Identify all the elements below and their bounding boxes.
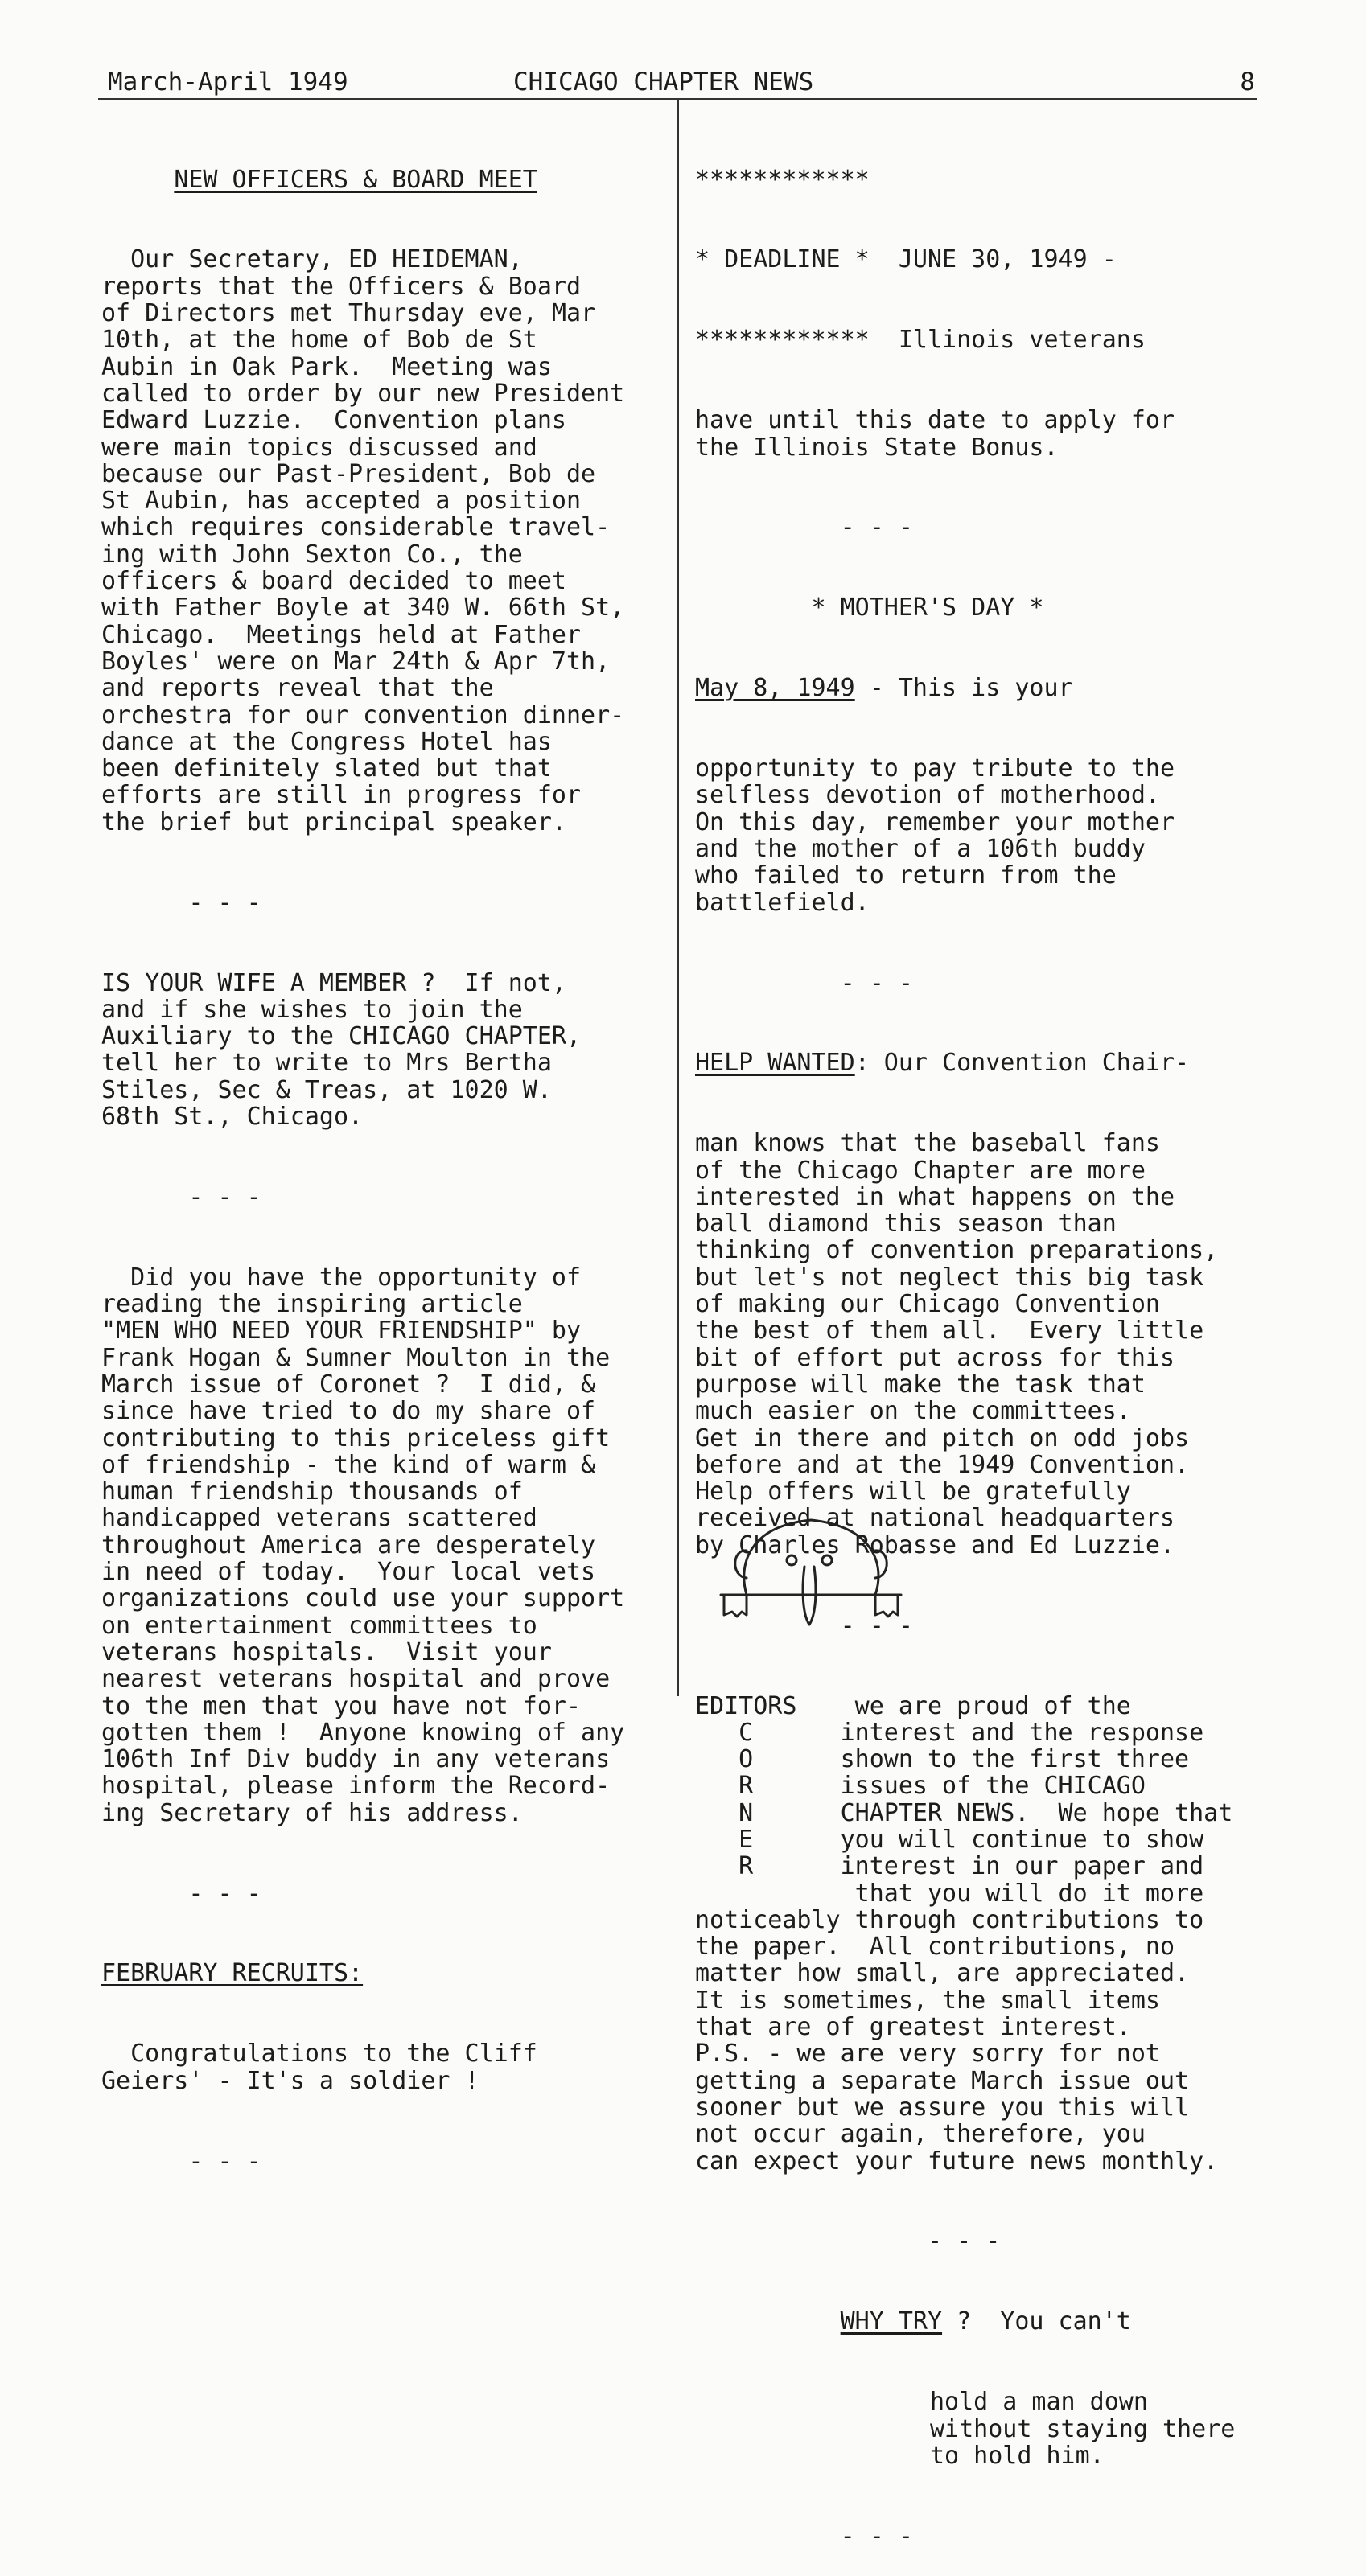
friendship-text-line: reading the inspiring article [101,1290,523,1319]
officers-text-line: Boyles' were on Mar 24th & Apr 7th, [101,647,611,676]
page-header [105,66,1255,98]
editors-corner-article [695,1693,1274,2175]
editors-text-line: getting a separate March issue out [695,2066,1190,2095]
editors-text-line: matter how small, are appreciated. [695,1959,1190,1988]
recruits-article [101,2040,673,2094]
officers-text-line: Edward Luzzie. Convention plans [101,406,566,435]
help-text-line: man knows that the baseball fans [695,1129,1160,1158]
editors-text-line: N CHAPTER NEWS. We hope that [695,1798,1233,1827]
officers-text-line: and reports reveal that the [101,674,494,703]
officers-text-line: which requires considerable travel- [101,513,611,542]
editors-text-line: that are of greatest interest. [695,2013,1131,2042]
friendship-text-line: Frank Hogan & Sumner Moulton in the [101,1343,611,1372]
officers-text-line: Chicago. Meetings held at Father [101,620,582,649]
left-column [101,113,673,2201]
officers-text-line: of Directors met Thursday eve, Mar [101,299,596,328]
whytry-text-line: hold a man down [930,2388,1148,2417]
mothers-text-line: who failed to return from the [695,861,1117,890]
deadline-line-2: ************ Illinois veterans [695,326,1146,355]
friendship-text-line: to the men that you have not for- [101,1691,582,1720]
deadline-text-line: have until this date to apply for [695,406,1175,435]
separator: - - - [840,2521,913,2550]
editors-text-line: C interest and the response [695,1718,1204,1747]
separator: - - - [188,2147,261,2175]
page-number: 8 [1240,68,1255,97]
help-text-line: received at national headquarters [695,1504,1175,1533]
editors-text-line: that you will do it more [695,1879,1204,1908]
officers-text-line: Aubin in Oak Park. Meeting was [101,352,552,381]
officers-title: NEW OFFICERS & BOARD MEET [174,165,537,194]
wife-text-line: 68th St., Chicago. [101,1102,364,1131]
help-article [695,1130,1274,1559]
wife-text-line: and if she wishes to join the [101,995,523,1024]
separator: - - - [188,1879,261,1908]
mothers-date: May 8, 1949 [695,674,855,703]
officers-text-line: been definitely slated but that [101,754,552,783]
publication-title: CHICAGO CHAPTER NEWS [513,68,814,97]
editors-text-line: O shown to the first three [695,1745,1190,1774]
friendship-text-line: since have tried to do my share of [101,1397,596,1426]
whytry-first-line: WHY TRY ? You can't [840,2307,1131,2336]
officers-text-line: reports that the Officers & Board [101,272,582,301]
whytry-text-line: to hold him. [930,2441,1105,2470]
column-divider [677,98,679,1696]
friendship-text-line: 106th Inf Div buddy in any veterans [101,1745,611,1774]
friendship-text-line: handicapped veterans scattered [101,1504,537,1533]
editors-text-line: the paper. All contributions, no [695,1933,1175,1962]
friendship-text-line: "MEN WHO NEED YOUR FRIENDSHIP" by [101,1317,582,1346]
mothers-text-line: On this day, remember your mother [695,807,1175,836]
editors-text-line: can expect your future news monthly. [695,2147,1219,2175]
help-text-line: ball diamond this season than [695,1210,1117,1239]
friendship-text-line: on entertainment committees to [101,1611,537,1640]
right-column [695,113,1274,2576]
officers-text-line: ing with John Sexton Co., the [101,540,523,569]
wife-text-line: IS YOUR WIFE A MEMBER ? If not, [101,968,566,997]
mothers-article [695,755,1274,916]
help-text-line: Help offers will be gratefully [695,1477,1131,1506]
officers-text-line: dance at the Congress Hotel has [101,727,552,756]
deadline-article [695,407,1274,461]
officers-text-line: efforts are still in progress for [101,781,582,810]
friendship-text-line: Did you have the opportunity of [101,1263,582,1292]
recruits-text-line: Congratulations to the Cliff [101,2040,537,2069]
friendship-text-line: contributing to this priceless gift [101,1424,611,1452]
deadline-stars-bottom: ************ [695,326,870,355]
editors-text-line: EDITORS we are proud of the [695,1691,1131,1720]
recruits-title: FEBRUARY RECRUITS: [101,1959,364,1988]
officers-text-line: officers & board decided to meet [101,567,566,596]
editors-text-line: E you will continue to show [695,1826,1204,1854]
mothers-title-line [695,594,1274,621]
help-text-line: by Charles Robasse and Ed Luzzie. [695,1530,1175,1559]
editors-text-line: R interest in our paper and [695,1852,1204,1881]
recruits-title-line [101,1960,673,1986]
whytry-title: WHY TRY [840,2307,943,2336]
separator: - - - [840,1611,913,1640]
help-text-line: thinking of convention preparations, [695,1236,1219,1265]
officers-text-line: 10th, at the home of Bob de St [101,326,537,355]
help-text-line: but let's not neglect this big task [695,1263,1204,1292]
deadline-label: * DEADLINE * [695,245,870,274]
friendship-text-line: gotten them ! Anyone knowing of any [101,1718,625,1747]
friendship-text-line: of friendship - the kind of warm & [101,1450,596,1479]
friendship-text-line: human friendship thousands of [101,1477,523,1506]
help-text-line: of making our Chicago Convention [695,1290,1160,1319]
mothers-text-line: selfless devotion of motherhood. [695,781,1160,810]
editors-text-line: It is sometimes, the small items [695,1986,1160,2015]
officers-text-line: Our Secretary, ED HEIDEMAN, [101,245,523,274]
help-text-line: of the Chicago Chapter are more [695,1156,1146,1185]
officers-text-line: because our Past-President, Bob de [101,459,596,488]
separator: - - - [840,513,913,542]
help-first-line: HELP WANTED: Our Convention Chair- [695,1049,1190,1078]
friendship-text-line: hospital, please inform the Record- [101,1772,611,1801]
deadline-stars-top: ************ [695,165,870,194]
wife-text-line: tell her to write to Mrs Bertha [101,1049,552,1078]
separator: - - - [840,968,913,997]
officers-text-line: orchestra for our convention dinner- [101,700,625,729]
friendship-text-line: ing Secretary of his address. [101,1798,523,1827]
friendship-text-line: in need of today. Your local vets [101,1558,596,1587]
officers-text-line: with Father Boyle at 340 W. 66th St, [101,594,625,622]
officers-title-line [101,166,673,193]
officers-text-line: St Aubin, has accepted a position [101,487,582,516]
deadline-line [695,246,1274,273]
mothers-text-line: and the mother of a 106th buddy [695,835,1146,864]
mothers-text-line: battlefield. [695,888,870,917]
friendship-text-line: March issue of Coronet ? I did, & [101,1370,596,1399]
separator: - - - [927,2227,1001,2256]
editors-text-line: R issues of the CHICAGO [695,1772,1146,1801]
help-text-line: purpose will make the task that [695,1370,1146,1399]
deadline-date: JUNE 30, 1949 - [869,245,1117,274]
friendship-article [101,1264,673,1826]
editors-text-line: noticeably through contributions to [695,1905,1204,1934]
recruits-text-line: Geiers' - It's a soldier ! [101,2066,479,2095]
friendship-text-line: veterans hospitals. Visit your [101,1637,552,1666]
help-text-line: much easier on the committees. [695,1397,1131,1426]
help-text-line: Get in there and pitch on odd jobs [695,1424,1190,1452]
mothers-first-line: May 8, 1949 - This is your [695,674,1073,703]
friendship-text-line: nearest veterans hospital and prove [101,1665,611,1694]
help-text-line: interested in what happens on the [695,1182,1175,1211]
editors-text-line: P.S. - we are very sorry for not [695,2040,1160,2069]
wife-article [101,970,673,1131]
friendship-text-line: organizations could use your support [101,1584,625,1613]
mothers-title: * MOTHER'S DAY * [811,594,1044,622]
help-text-line: before and at the 1949 Convention. [695,1450,1190,1479]
issue-date: March-April 1949 [108,68,348,97]
editors-text-line: not occur again, therefore, you [695,2120,1146,2149]
help-text-line: bit of effort put across for this [695,1343,1175,1372]
deadline-text-line: the Illinois State Bonus. [695,433,1059,462]
officers-text-line: called to order by our new President [101,379,625,408]
kilroy-cartoon-icon [714,1502,907,1631]
officers-text-line: the brief but principal speaker. [101,807,566,836]
separator: - - - [188,1182,261,1211]
editors-text-line: sooner but we assure you this will [695,2093,1190,2122]
help-title: HELP WANTED [695,1049,855,1078]
separator: - - - [188,888,261,917]
friendship-text-line: throughout America are desperately [101,1530,596,1559]
mothers-text-line: opportunity to pay tribute to the [695,754,1175,783]
officers-text-line: were main topics discussed and [101,433,537,462]
wife-text-line: Auxiliary to the CHICAGO CHAPTER, [101,1022,582,1051]
officers-article [101,246,673,836]
help-text-line: the best of them all. Every little [695,1317,1204,1346]
wife-text-line: Stiles, Sec & Treas, at 1020 W. [101,1075,552,1104]
whytry-article [695,2389,1274,2469]
whytry-text-line: without staying there [930,2414,1236,2443]
